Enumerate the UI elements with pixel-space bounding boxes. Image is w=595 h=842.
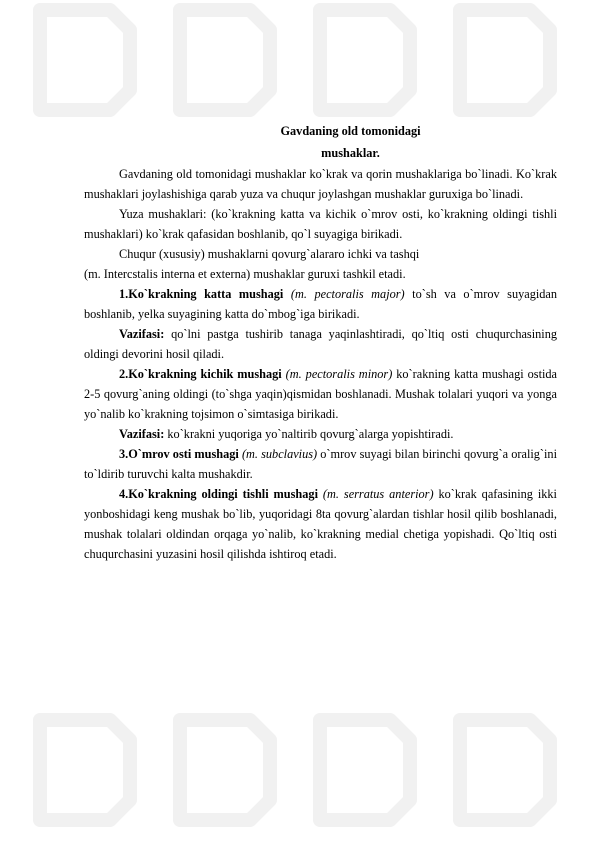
chuqur-line-2: (m. Intercstalis interna et externa) mushaklar guruxi tashkil etadi. — [84, 267, 406, 281]
function-2-text: ko`krakni yuqoriga yo`naltirib qovurg`alarga yopishtiradi. — [164, 427, 454, 441]
muscle-3-paragraph — [84, 444, 557, 484]
muscle-4-latin: (m. serratus anterior) — [322, 487, 434, 501]
muscle-4-title: 4.Ko`krakning oldingi tishli mushagi — [119, 487, 318, 501]
muscle-4-text: ko`krak qafasining ikki yonboshidagi keng mushak bo`lib, yuqoridagi 8ta qovurg`alardan tishlar hosil qilib boshlanadi, mushak tolalari oldindan orqaga yo`nalib, ko`krakning medial chetiga yopishadi. Qo`ltiq osti chuqurchasini yuzasini hosil qilishda ishtiroq etadi. — [84, 487, 557, 561]
document-page — [84, 120, 557, 564]
muscle-3-title: 3.O`mrov osti mushagi — [119, 447, 239, 461]
muscle-4-paragraph — [84, 484, 557, 564]
title-line-2: mushaklar. — [321, 146, 380, 160]
muscle-1-latin: (m. pectoralis major) — [290, 287, 405, 301]
chuqur-line-1: Chuqur (xususiy) mushaklarni qovurg`alararo ichki va tashqi — [119, 247, 420, 261]
function-1-label: Vazifasi: — [119, 327, 165, 341]
intro-paragraph: Gavdaning old tomonidagi mushaklar ko`krak va qorin mushaklariga bo`linadi. Ko`krak mushaklari joylashishiga qarab yuza va chuqur joylashgan mushaklar guruxiga bo`linadi. — [84, 167, 557, 201]
muscle-1-text: to`sh va o`mrov suyagidan boshlanib, yelka suyagining katta do`mbog`iga birikadi. — [84, 287, 558, 321]
function-1-paragraph — [84, 324, 557, 364]
muscle-3-latin: (m. subclavius) — [241, 447, 318, 461]
muscle-2-title: 2.Ko`krakning kichik mushagi — [119, 367, 282, 381]
muscle-2-paragraph — [84, 364, 557, 424]
muscle-1-paragraph — [84, 284, 557, 324]
muscle-1-title: 1.Ko`krakning katta mushagi — [119, 287, 284, 301]
muscle-3-text: o`mrov suyagi bilan birinchi qovurg`a oralig`ini to`ldirib turuvchi kalta mushakdir. — [84, 447, 558, 481]
title-line-1: Gavdaning old tomonidagi — [280, 124, 421, 138]
function-1-text: qo`lni pastga tushirib tanaga yaqinlashtiradi, qo`ltiq osti chuqurchasining oldingi devorini hosil qiladi. — [84, 327, 557, 361]
function-2-paragraph — [84, 424, 557, 444]
page-title — [84, 120, 557, 164]
function-2-label: Vazifasi: — [119, 427, 165, 441]
muscle-2-text: ko`rakning katta mushagi ostida 2-5 qovurg`aning oldingi (to`shga yaqin)qismidan boshlanadi. Mushak tolalari yuqori va yonga yo`nalib ko`krakning tojsimon o`simtasiga birikadi. — [84, 367, 558, 421]
yuza-paragraph: Yuza mushaklari: (ko`krakning katta va kichik o`mrov osti, ko`krakning oldingi tishli mushaklari) ko`krak qafasidan boshlanib, qo`l suyagiga birikadi. — [84, 207, 557, 241]
muscle-2-latin: (m. pectoralis minor) — [285, 367, 393, 381]
